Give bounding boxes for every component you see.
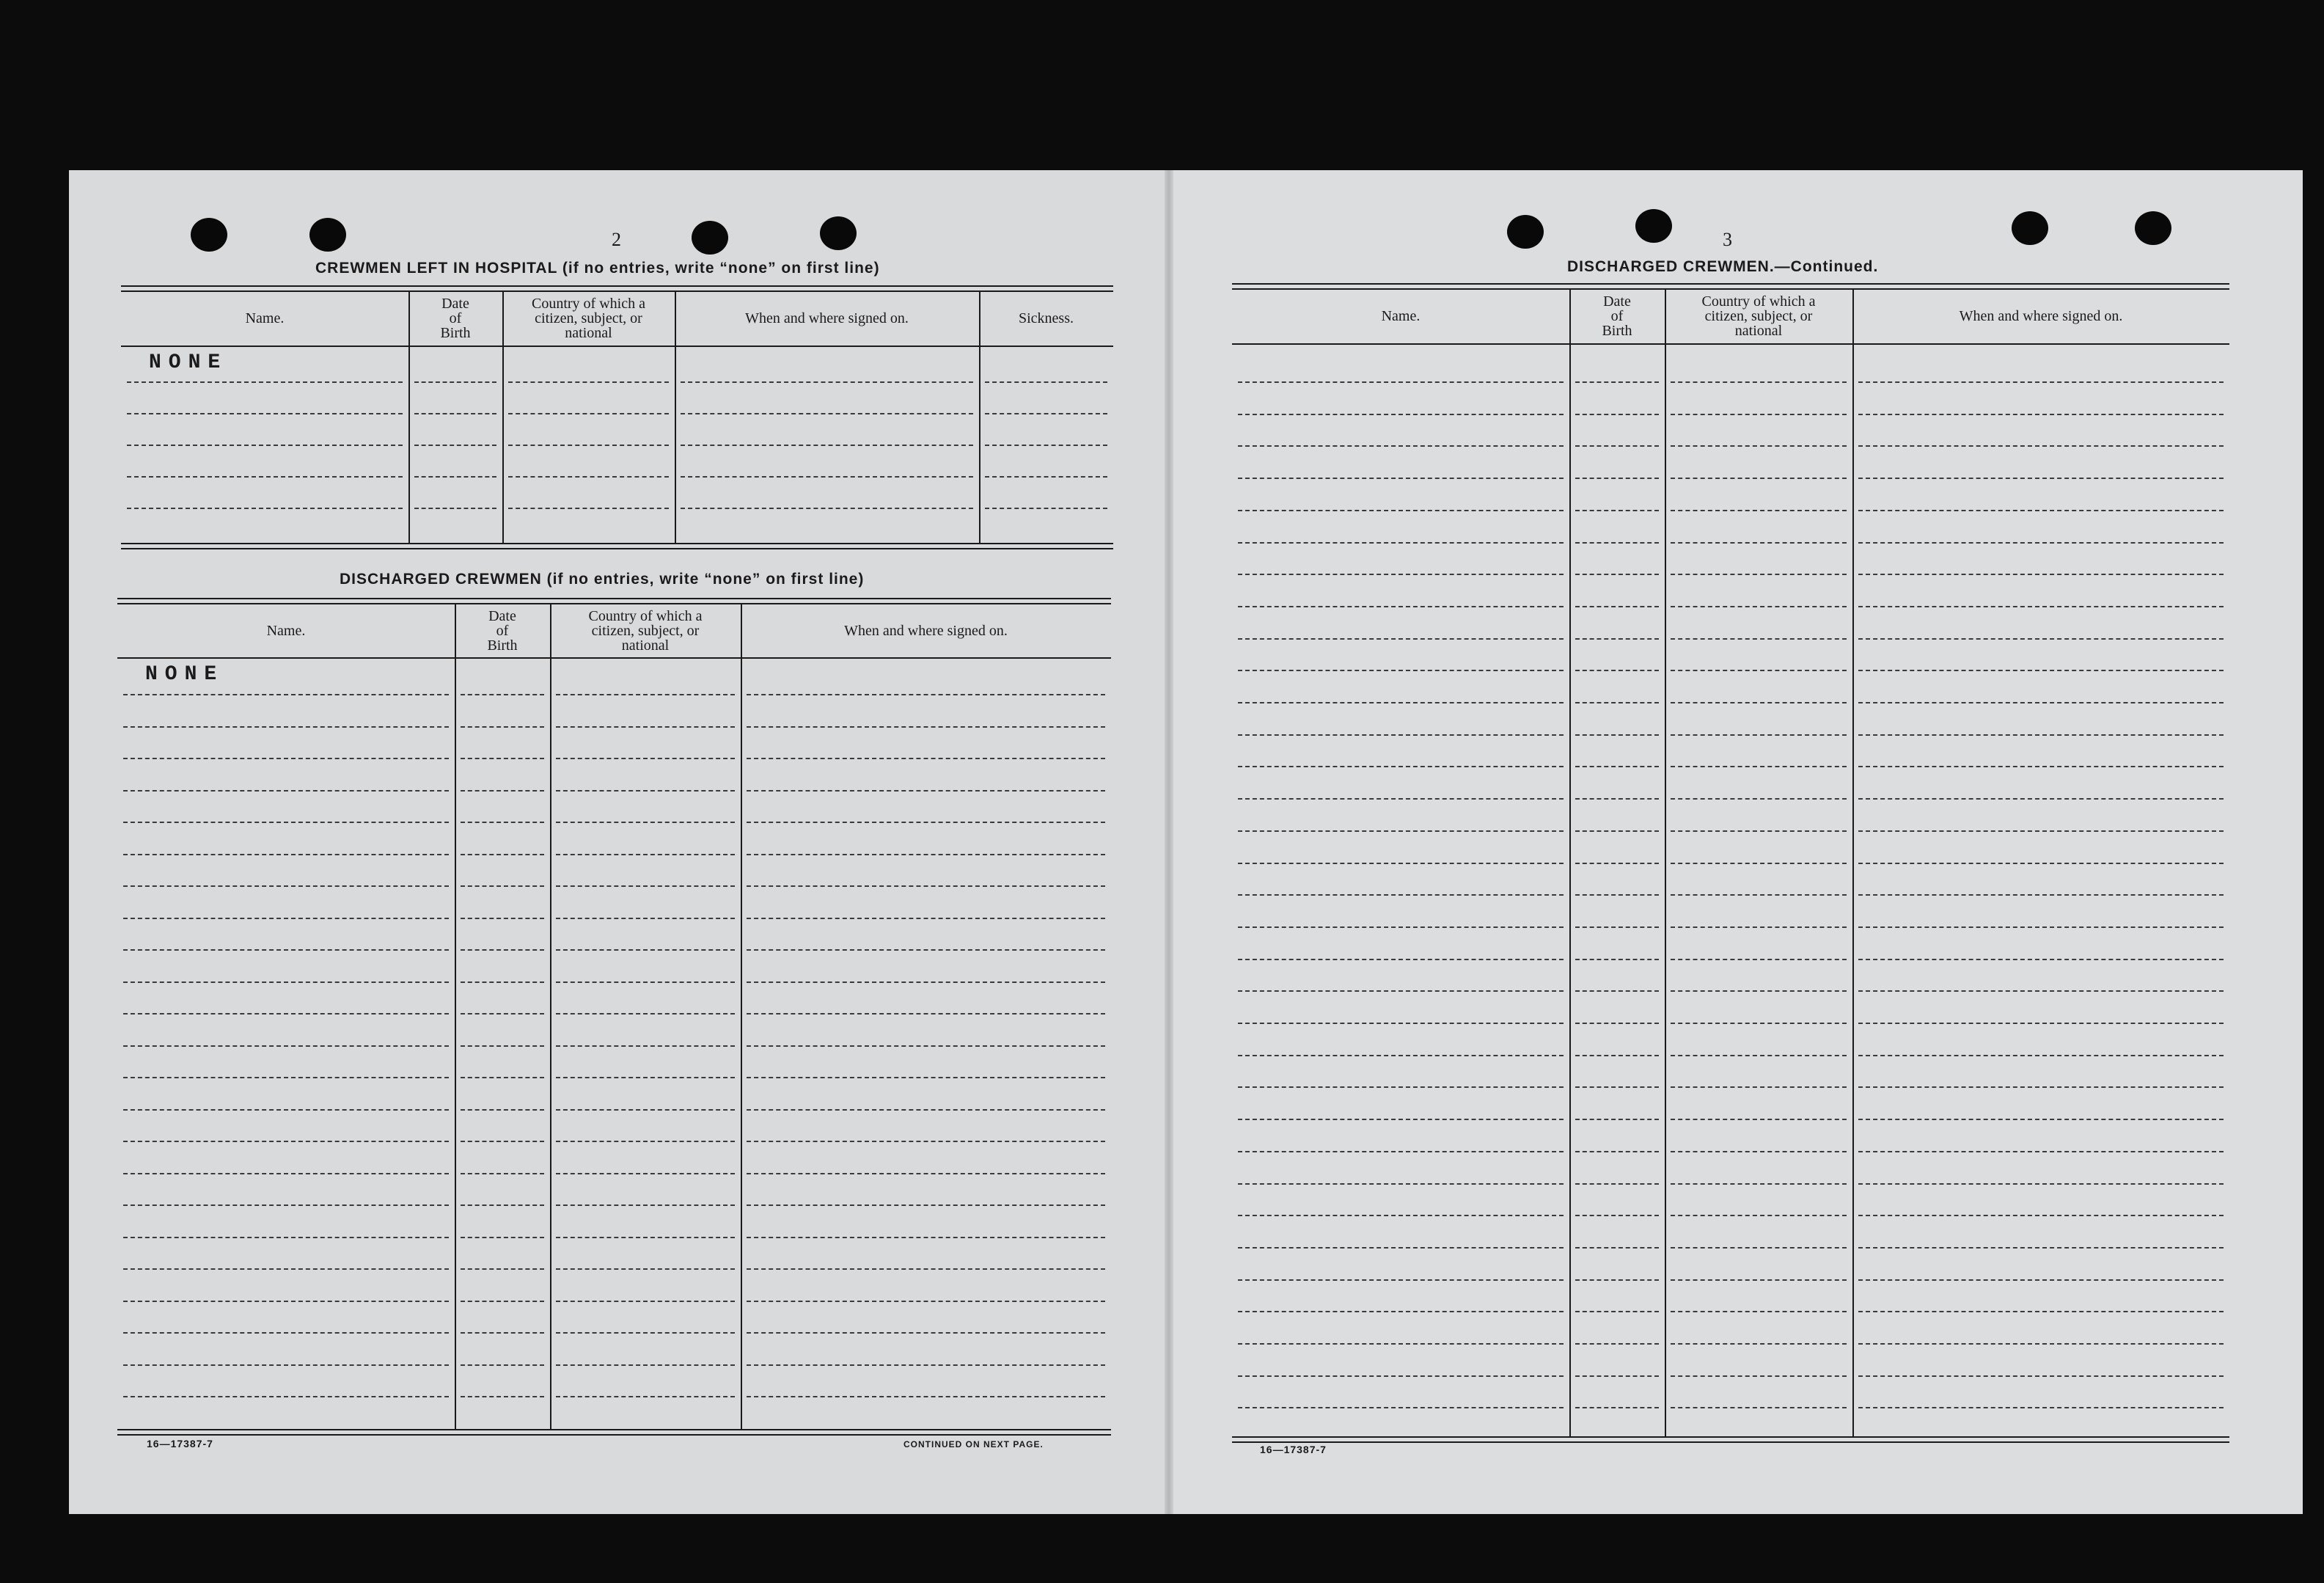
column-header: Country of which a citizen, subject, or national	[588, 607, 703, 654]
dashed-entry-line	[1238, 574, 1564, 575]
dashed-entry-line	[461, 949, 544, 951]
dashed-entry-line	[127, 508, 403, 509]
dashed-entry-line	[1238, 670, 1564, 671]
dashed-entry-line	[1575, 638, 1659, 640]
column-rule	[741, 604, 742, 1429]
dashed-entry-line	[123, 1141, 449, 1142]
dashed-entry-line	[747, 1396, 1105, 1397]
dashed-entry-line	[556, 822, 735, 823]
dashed-entry-line	[1575, 1343, 1659, 1345]
dashed-entry-line	[747, 1204, 1105, 1206]
dashed-entry-line	[556, 1109, 735, 1111]
column-header: Sickness.	[1019, 310, 1074, 326]
dashed-entry-line	[1671, 1343, 1847, 1345]
dashed-entry-line	[747, 1109, 1105, 1111]
dashed-entry-line	[1858, 702, 2224, 703]
dashed-entry-line	[1671, 766, 1847, 767]
dashed-entry-line	[1575, 542, 1659, 544]
dashed-entry-line	[985, 445, 1107, 446]
dashed-entry-line	[461, 1141, 544, 1142]
dashed-entry-line	[556, 790, 735, 792]
dashed-entry-line	[461, 1045, 544, 1047]
column-header: When and where signed on.	[1959, 308, 2123, 324]
dashed-entry-line	[1858, 1279, 2224, 1281]
dashed-entry-line	[508, 508, 669, 509]
punch-hole	[692, 221, 728, 255]
dashed-entry-line	[1671, 1151, 1847, 1152]
dashed-entry-line	[1238, 510, 1564, 511]
dashed-entry-line	[508, 476, 669, 478]
dashed-entry-line	[461, 822, 544, 823]
dashed-entry-line	[461, 1204, 544, 1206]
dashed-entry-line	[1858, 990, 2224, 992]
dashed-entry-line	[747, 1173, 1105, 1174]
dashed-entry-line	[556, 1237, 735, 1238]
dashed-entry-line	[747, 981, 1105, 983]
dashed-entry-line	[1671, 1375, 1847, 1377]
dashed-entry-line	[1858, 445, 2224, 447]
dashed-entry-line	[1575, 863, 1659, 864]
dashed-entry-line	[461, 790, 544, 792]
dashed-entry-line	[123, 1204, 449, 1206]
dashed-entry-line	[123, 854, 449, 855]
dashed-entry-line	[1238, 990, 1564, 992]
discharged-section-title: DISCHARGED CREWMEN (if no entries, write “none” on first line)	[340, 571, 865, 588]
dashed-entry-line	[461, 1268, 544, 1270]
dashed-entry-line	[1671, 1119, 1847, 1120]
discharged-continued-title: DISCHARGED CREWMEN.—Continued.	[1567, 258, 1879, 275]
dashed-entry-line	[556, 949, 735, 951]
bottom-double-rule	[117, 1429, 1111, 1436]
dashed-entry-line	[1575, 1086, 1659, 1088]
dashed-entry-line	[127, 413, 403, 414]
dashed-entry-line	[1238, 1183, 1564, 1185]
dashed-entry-line	[1575, 478, 1659, 479]
dashed-entry-line	[1575, 381, 1659, 383]
dashed-entry-line	[1671, 1407, 1847, 1408]
column-header: Date of Birth	[1602, 293, 1632, 339]
dashed-entry-line	[747, 1013, 1105, 1014]
dashed-entry-line	[1671, 1055, 1847, 1056]
dashed-entry-line	[1858, 1023, 2224, 1024]
dashed-entry-line	[1575, 606, 1659, 607]
dashed-entry-line	[1238, 1279, 1564, 1281]
dashed-entry-line	[1575, 830, 1659, 832]
dashed-entry-line	[747, 1237, 1105, 1238]
dashed-entry-line	[123, 981, 449, 983]
dashed-entry-line	[1575, 670, 1659, 671]
dashed-entry-line	[461, 1396, 544, 1397]
dashed-entry-line	[1671, 1183, 1847, 1185]
dashed-entry-line	[556, 726, 735, 728]
dashed-entry-line	[1858, 894, 2224, 896]
dashed-entry-line	[1575, 959, 1659, 960]
page-number: 3	[1723, 229, 1732, 250]
dashed-entry-line	[747, 885, 1105, 887]
dashed-entry-line	[1858, 798, 2224, 800]
dashed-entry-line	[1575, 510, 1659, 511]
dashed-entry-line	[681, 445, 973, 446]
column-rule	[550, 604, 551, 1429]
dashed-entry-line	[1238, 1311, 1564, 1312]
form-number: 16—17387-7	[1260, 1444, 1327, 1455]
punch-hole	[1635, 209, 1672, 243]
dashed-entry-line	[123, 1268, 449, 1270]
dashed-entry-line	[461, 758, 544, 759]
dashed-entry-line	[556, 1396, 735, 1397]
dashed-entry-line	[1238, 445, 1564, 447]
left-form-page	[69, 170, 1169, 1514]
dashed-entry-line	[1858, 1215, 2224, 1216]
dashed-entry-line	[1858, 381, 2224, 383]
dashed-entry-line	[1238, 1055, 1564, 1056]
dashed-entry-line	[1858, 1247, 2224, 1249]
dashed-entry-line	[681, 508, 973, 509]
column-header: Name.	[266, 622, 306, 639]
dashed-entry-line	[1671, 445, 1847, 447]
dashed-entry-line	[1575, 1055, 1659, 1056]
column-rule	[455, 604, 456, 1429]
dashed-entry-line	[127, 445, 403, 446]
bottom-double-rule	[1232, 1436, 2229, 1443]
dashed-entry-line	[1238, 894, 1564, 896]
dashed-entry-line	[1671, 798, 1847, 800]
header-rule	[1232, 343, 2229, 345]
column-header: Country of which a citizen, subject, or national	[532, 296, 645, 341]
dashed-entry-line	[1238, 606, 1564, 607]
dashed-entry-line	[1575, 1407, 1659, 1408]
dashed-entry-line	[1575, 1311, 1659, 1312]
dashed-entry-line	[127, 476, 403, 478]
punch-hole	[309, 218, 346, 252]
dashed-entry-line	[1238, 1151, 1564, 1152]
dashed-entry-line	[1858, 1183, 2224, 1185]
punch-hole	[1507, 215, 1544, 249]
dashed-entry-line	[461, 1301, 544, 1302]
dashed-entry-line	[1671, 894, 1847, 896]
dashed-entry-line	[556, 1332, 735, 1334]
dashed-entry-line	[747, 1268, 1105, 1270]
dashed-entry-line	[556, 918, 735, 919]
dashed-entry-line	[985, 413, 1107, 414]
dashed-entry-line	[1671, 734, 1847, 736]
dashed-entry-line	[1671, 381, 1847, 383]
dashed-entry-line	[123, 1109, 449, 1111]
dashed-entry-line	[1671, 702, 1847, 703]
dashed-entry-line	[461, 1109, 544, 1111]
dashed-entry-line	[414, 413, 496, 414]
dashed-entry-line	[1575, 1183, 1659, 1185]
dashed-entry-line	[1238, 734, 1564, 736]
dashed-entry-line	[123, 1045, 449, 1047]
dashed-entry-line	[1858, 542, 2224, 544]
none-entry: NONE	[149, 351, 228, 374]
dashed-entry-line	[123, 822, 449, 823]
dashed-entry-line	[556, 1045, 735, 1047]
header-rule	[117, 657, 1111, 659]
punch-hole	[191, 218, 227, 252]
hospital-section-title: CREWMEN LEFT IN HOSPITAL (if no entries, write “none” on first line)	[315, 260, 880, 277]
dashed-entry-line	[1858, 1151, 2224, 1152]
dashed-entry-line	[1858, 1375, 2224, 1377]
dashed-entry-line	[414, 508, 496, 509]
page-fold	[1165, 170, 1173, 1514]
dashed-entry-line	[1575, 702, 1659, 703]
dashed-entry-line	[1671, 1086, 1847, 1088]
dashed-entry-line	[1858, 1119, 2224, 1120]
punch-hole	[2012, 211, 2048, 245]
dashed-entry-line	[414, 445, 496, 446]
column-header: Country of which a citizen, subject, or national	[1701, 293, 1816, 339]
dashed-entry-line	[1858, 606, 2224, 607]
dashed-entry-line	[1858, 766, 2224, 767]
dashed-entry-line	[747, 1077, 1105, 1078]
dashed-entry-line	[985, 508, 1107, 509]
dashed-entry-line	[123, 1013, 449, 1014]
dashed-entry-line	[556, 854, 735, 855]
column-rule	[1665, 289, 1666, 1436]
dashed-entry-line	[461, 726, 544, 728]
dashed-entry-line	[1671, 1279, 1847, 1281]
dashed-entry-line	[1575, 894, 1659, 896]
dashed-entry-line	[123, 1396, 449, 1397]
none-entry: NONE	[145, 663, 224, 686]
dashed-entry-line	[508, 445, 669, 446]
dashed-entry-line	[556, 1013, 735, 1014]
dashed-entry-line	[1671, 990, 1847, 992]
dashed-entry-line	[508, 413, 669, 414]
form-number: 16—17387-7	[147, 1438, 213, 1449]
dashed-entry-line	[1858, 574, 2224, 575]
dashed-entry-line	[747, 918, 1105, 919]
punch-hole	[2135, 211, 2171, 245]
dashed-entry-line	[1238, 414, 1564, 415]
dashed-entry-line	[1858, 1086, 2224, 1088]
dashed-entry-line	[1238, 478, 1564, 479]
top-double-rule	[1232, 283, 2229, 290]
dashed-entry-line	[1575, 1247, 1659, 1249]
dashed-entry-line	[1858, 510, 2224, 511]
column-header: Date of Birth	[487, 607, 518, 654]
dashed-entry-line	[1671, 863, 1847, 864]
dashed-entry-line	[123, 1332, 449, 1334]
dashed-entry-line	[556, 1141, 735, 1142]
dashed-entry-line	[461, 885, 544, 887]
dashed-entry-line	[747, 1301, 1105, 1302]
dashed-entry-line	[1238, 959, 1564, 960]
dashed-entry-line	[1858, 926, 2224, 928]
dashed-entry-line	[1238, 798, 1564, 800]
dashed-entry-line	[1238, 863, 1564, 864]
dashed-entry-line	[1671, 542, 1847, 544]
bottom-double-rule	[121, 543, 1113, 549]
dashed-entry-line	[414, 381, 496, 383]
dashed-entry-line	[461, 1173, 544, 1174]
dashed-entry-line	[123, 1237, 449, 1238]
column-header: When and where signed on.	[745, 310, 909, 326]
dashed-entry-line	[1858, 830, 2224, 832]
top-double-rule	[117, 598, 1111, 604]
dashed-entry-line	[1671, 414, 1847, 415]
dashed-entry-line	[461, 918, 544, 919]
dashed-entry-line	[681, 413, 973, 414]
dashed-entry-line	[1858, 1343, 2224, 1345]
dashed-entry-line	[747, 726, 1105, 728]
dashed-entry-line	[1575, 574, 1659, 575]
dashed-entry-line	[1671, 606, 1847, 607]
dashed-entry-line	[461, 694, 544, 695]
top-double-rule	[121, 285, 1113, 292]
dashed-entry-line	[1575, 1375, 1659, 1377]
dashed-entry-line	[123, 949, 449, 951]
dashed-entry-line	[1858, 959, 2224, 960]
dashed-entry-line	[1238, 1247, 1564, 1249]
column-rule	[1852, 289, 1854, 1436]
dashed-entry-line	[414, 476, 496, 478]
dashed-entry-line	[1238, 542, 1564, 544]
dashed-entry-line	[1671, 1311, 1847, 1312]
dashed-entry-line	[461, 1332, 544, 1334]
dashed-entry-line	[1575, 766, 1659, 767]
dashed-entry-line	[123, 758, 449, 759]
dashed-entry-line	[123, 1364, 449, 1366]
dashed-entry-line	[461, 1237, 544, 1238]
dashed-entry-line	[747, 822, 1105, 823]
dashed-entry-line	[556, 1077, 735, 1078]
column-header: Name.	[245, 310, 285, 326]
dashed-entry-line	[1575, 1119, 1659, 1120]
dashed-entry-line	[747, 1332, 1105, 1334]
dashed-entry-line	[1671, 926, 1847, 928]
dashed-entry-line	[556, 1268, 735, 1270]
dashed-entry-line	[123, 1301, 449, 1302]
dashed-entry-line	[461, 981, 544, 983]
dashed-entry-line	[1238, 1375, 1564, 1377]
column-header: Date of Birth	[440, 296, 471, 341]
dashed-entry-line	[747, 949, 1105, 951]
dashed-entry-line	[747, 758, 1105, 759]
dashed-entry-line	[1858, 638, 2224, 640]
column-header: When and where signed on.	[844, 622, 1008, 639]
dashed-entry-line	[1858, 734, 2224, 736]
continued-note: CONTINUED ON NEXT PAGE.	[903, 1439, 1044, 1449]
dashed-entry-line	[461, 1077, 544, 1078]
dashed-entry-line	[985, 381, 1107, 383]
dashed-entry-line	[1238, 1086, 1564, 1088]
dashed-entry-line	[1858, 670, 2224, 671]
dashed-entry-line	[123, 726, 449, 728]
dashed-entry-line	[747, 694, 1105, 695]
dashed-entry-line	[1238, 830, 1564, 832]
dashed-entry-line	[747, 1364, 1105, 1366]
dashed-entry-line	[123, 1173, 449, 1174]
dashed-entry-line	[1858, 1311, 2224, 1312]
punch-hole	[820, 216, 857, 250]
dashed-entry-line	[747, 854, 1105, 855]
dashed-entry-line	[1238, 702, 1564, 703]
dashed-entry-line	[556, 694, 735, 695]
dashed-entry-line	[461, 1364, 544, 1366]
dashed-entry-line	[1671, 510, 1847, 511]
dashed-entry-line	[1575, 1151, 1659, 1152]
dashed-entry-line	[747, 790, 1105, 792]
dashed-entry-line	[556, 1204, 735, 1206]
dashed-entry-line	[747, 1045, 1105, 1047]
dashed-entry-line	[1238, 926, 1564, 928]
dashed-entry-line	[1858, 1055, 2224, 1056]
dashed-entry-line	[1575, 445, 1659, 447]
dashed-entry-line	[1575, 1279, 1659, 1281]
column-rule	[1569, 289, 1571, 1436]
dashed-entry-line	[1671, 574, 1847, 575]
dashed-entry-line	[123, 790, 449, 792]
dashed-entry-line	[461, 1013, 544, 1014]
dashed-entry-line	[508, 381, 669, 383]
dashed-entry-line	[123, 694, 449, 695]
dashed-entry-line	[1858, 478, 2224, 479]
dashed-entry-line	[681, 381, 973, 383]
dashed-entry-line	[1671, 830, 1847, 832]
dashed-entry-line	[1575, 1215, 1659, 1216]
dashed-entry-line	[123, 918, 449, 919]
dashed-entry-line	[556, 1364, 735, 1366]
dashed-entry-line	[1671, 670, 1847, 671]
dashed-entry-line	[556, 1301, 735, 1302]
dashed-entry-line	[127, 381, 403, 383]
dashed-entry-line	[1671, 638, 1847, 640]
page-number: 2	[612, 229, 621, 250]
dashed-entry-line	[123, 1077, 449, 1078]
dashed-entry-line	[985, 476, 1107, 478]
column-header: Name.	[1381, 308, 1421, 324]
dashed-entry-line	[1671, 959, 1847, 960]
dashed-entry-line	[461, 854, 544, 855]
dashed-entry-line	[681, 476, 973, 478]
dashed-entry-line	[1238, 1215, 1564, 1216]
dashed-entry-line	[1671, 1247, 1847, 1249]
dashed-entry-line	[556, 981, 735, 983]
dashed-entry-line	[1671, 1023, 1847, 1024]
dashed-entry-line	[556, 885, 735, 887]
dashed-entry-line	[1575, 1023, 1659, 1024]
dashed-entry-line	[1238, 1343, 1564, 1345]
dashed-entry-line	[1575, 734, 1659, 736]
dashed-entry-line	[1858, 414, 2224, 415]
dashed-entry-line	[123, 885, 449, 887]
dashed-entry-line	[1238, 381, 1564, 383]
dashed-entry-line	[1238, 1023, 1564, 1024]
dashed-entry-line	[1238, 1407, 1564, 1408]
dashed-entry-line	[1575, 926, 1659, 928]
dashed-entry-line	[1858, 1407, 2224, 1408]
dashed-entry-line	[1238, 766, 1564, 767]
header-rule	[121, 346, 1113, 347]
dashed-entry-line	[1575, 414, 1659, 415]
dashed-entry-line	[556, 758, 735, 759]
dashed-entry-line	[747, 1141, 1105, 1142]
dashed-entry-line	[1238, 638, 1564, 640]
dashed-entry-line	[1575, 990, 1659, 992]
dashed-entry-line	[1858, 863, 2224, 864]
dashed-entry-line	[1671, 478, 1847, 479]
dashed-entry-line	[556, 1173, 735, 1174]
dashed-entry-line	[1238, 1119, 1564, 1120]
dashed-entry-line	[1575, 798, 1659, 800]
dashed-entry-line	[1671, 1215, 1847, 1216]
